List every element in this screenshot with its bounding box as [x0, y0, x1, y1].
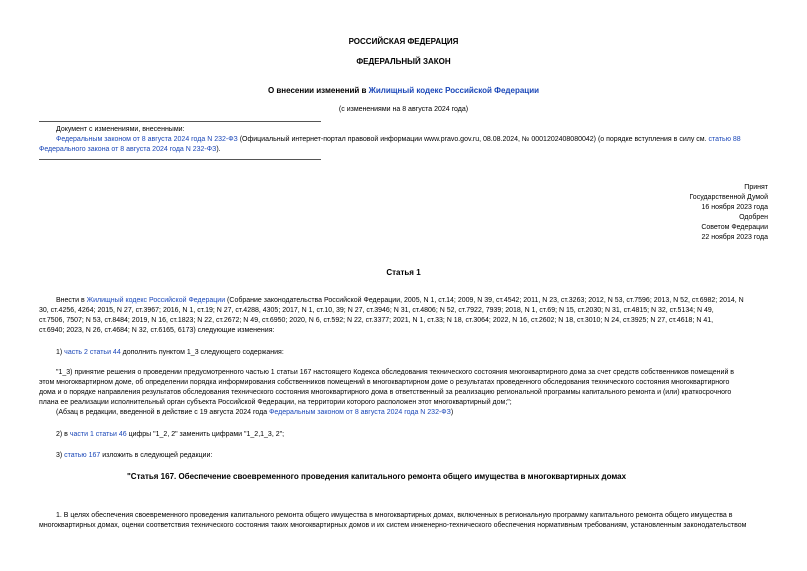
adoption-line: Советом Федерации — [701, 224, 768, 231]
law-title-link[interactable]: Жилищный кодекс Российской Федерации — [368, 86, 540, 95]
adoption-block — [568, 183, 768, 243]
quote-line: дома и о порядке направления результатов обследования технического состояния многоквартирного дома в ответственный за реализацию региональной программы капитального ремонта и (или) краткосрочного — [39, 389, 732, 396]
article-88-link[interactable]: статью 88 — [708, 136, 741, 143]
changes-law-link[interactable]: Федеральным законом от 8 августа 2024 года N 232-ФЗ — [56, 136, 238, 143]
article-1-title: Статья 1 — [386, 268, 421, 277]
item-2-prefix: 2) в — [56, 431, 70, 438]
article-46-link[interactable]: части 1 статьи 46 — [69, 431, 127, 438]
item-1 — [56, 348, 284, 358]
housing-code-link[interactable]: Жилищный кодекс Российской Федерации — [86, 297, 226, 304]
item-1-prefix: 1) — [56, 349, 65, 356]
changes-text — [39, 135, 769, 155]
abzac-suffix: ) — [450, 409, 454, 416]
quote-paragraph — [39, 368, 769, 418]
item-3-prefix: 3) — [56, 452, 65, 459]
item-1-rest: дополнить пунктом 1_3 следующего содержания: — [120, 349, 284, 356]
intro-line — [39, 296, 769, 306]
abzac-law-link[interactable]: Федеральным законом от 8 августа 2024 года N 232-ФЗ — [269, 409, 451, 416]
country-heading: РОССИЙСКАЯ ФЕДЕРАЦИЯ — [348, 37, 459, 46]
paragraph-line: 1. В целях обеспечения своевременного проведения капитального ремонта общего имущества в многоквартирных домах, включенных в региональную программу капитального ремонта общего имущества в — [56, 512, 733, 519]
item-3-rest: изложить в следующей редакции: — [100, 452, 213, 459]
abzac-prefix: (Абзац в редакции, введенной в действие с 19 августа 2024 года — [56, 409, 270, 416]
changes-top-divider — [39, 121, 321, 122]
article-44-link[interactable]: часть 2 статьи 44 — [64, 349, 121, 356]
quote-line: этом многоквартирном доме, об определении порядка информирования собственников помещений в многоквартирном доме о результатах проведенного обследования технического состояния многоквартирного — [39, 379, 730, 386]
article-167-paragraph-1 — [39, 511, 769, 531]
changes-close: ). — [216, 146, 221, 153]
changes-law-link-2[interactable]: Федерального закона от 8 августа 2024 года N 232-ФЗ — [39, 146, 217, 153]
item-3 — [56, 451, 212, 461]
item-2-rest: цифры "1_2, 2" заменить цифрами "1_2,1_3, 2"; — [126, 431, 285, 438]
quote-line: "1_3) принятие решения о проведении предусмотренного частью 1 статьи 167 настоящего Кодекса обследования технического состояния многоквартирного дома за счет средств собственников помещений в — [56, 369, 735, 376]
intro-line-1-rest: (Собрание законодательства Российской Федерации, 2005, N 1, ст.14; 2009, N 39, ст.4542; 2011, N 23, ст.3263; 2012, N 53, ст.7596; 2013, N 52, ст.6982; 2014, N — [225, 297, 744, 304]
law-title-prefix: О внесении изменений в — [267, 86, 369, 95]
adoption-line: Принят — [744, 184, 768, 191]
adoption-line: Государственной Думой — [689, 194, 768, 201]
revision-note: (с изменениями на 8 августа 2024 года) — [338, 106, 469, 113]
article-167-link[interactable]: статью 167 — [64, 452, 101, 459]
article-167-title: "Статья 167. Обеспечение своевременного проведения капитального ремонта общего имущества в многоквартирных домах — [127, 472, 627, 481]
changes-heading: Документ с изменениями, внесенными: — [56, 126, 185, 133]
adoption-line: 22 ноября 2023 года — [701, 234, 768, 241]
changes-bottom-divider — [39, 159, 321, 160]
changes-source-text: (Официальный интернет-портал правовой информации www.pravo.gov.ru, 08.08.2024, № 0001202408080042) (о порядке вступления в силу см. — [237, 136, 709, 143]
law-title — [0, 86, 807, 96]
adoption-line: Одобрен — [739, 214, 768, 221]
quote-line: плана ее реализации исполнительный орган субъекта Российской Федерации, на территории которого расположен этот многоквартирный дом;"; — [39, 399, 512, 406]
intro-line: ст.7506, 7507; N 53, ст.8484; 2019, N 16, ст.1823; N 22, ст.2672; N 49, ст.6950; 2020, N 6, ст.592; N 22, ст.3377; 2021, N 1, ст.33; N 18, ст.3064; 2022, N 16, ст.2602; N 18, ст.3010; N 24, ст.3925; N 27, ст.4618; N 41, — [39, 317, 714, 324]
law-type-heading: ФЕДЕРАЛЬНЫЙ ЗАКОН — [356, 57, 451, 66]
paragraph-line: многоквартирных домах, оценки соответствия технического состояния таких многоквартирных домов и их систем инженерно-технического обеспечения нормативным требованиям, установленным законодательством — [39, 522, 747, 529]
intro-line: 30, ст.4256, 4264; 2015, N 27, ст.3967; 2016, N 1, ст.19; N 27, ст.4288, 4305; 2017, N 1, ст.10, 39; N 27, ст.3946; N 31, ст.4806; N 52, ст.7922, 7939; 2018, N 1, ст.69; N 15, ст.2030; N 31, ст.4815; N 32, ст.5134; N 49, — [39, 307, 714, 314]
article-1-intro — [39, 296, 769, 336]
abzac-note — [39, 408, 769, 418]
intro-prefix: Внести в — [56, 297, 87, 304]
adoption-line: 16 ноября 2023 года — [701, 204, 768, 211]
intro-line: ст.6940; 2023, N 26, ст.4684; N 32, ст.6165, 6173) следующие изменения: — [39, 327, 275, 334]
item-2 — [56, 430, 284, 440]
